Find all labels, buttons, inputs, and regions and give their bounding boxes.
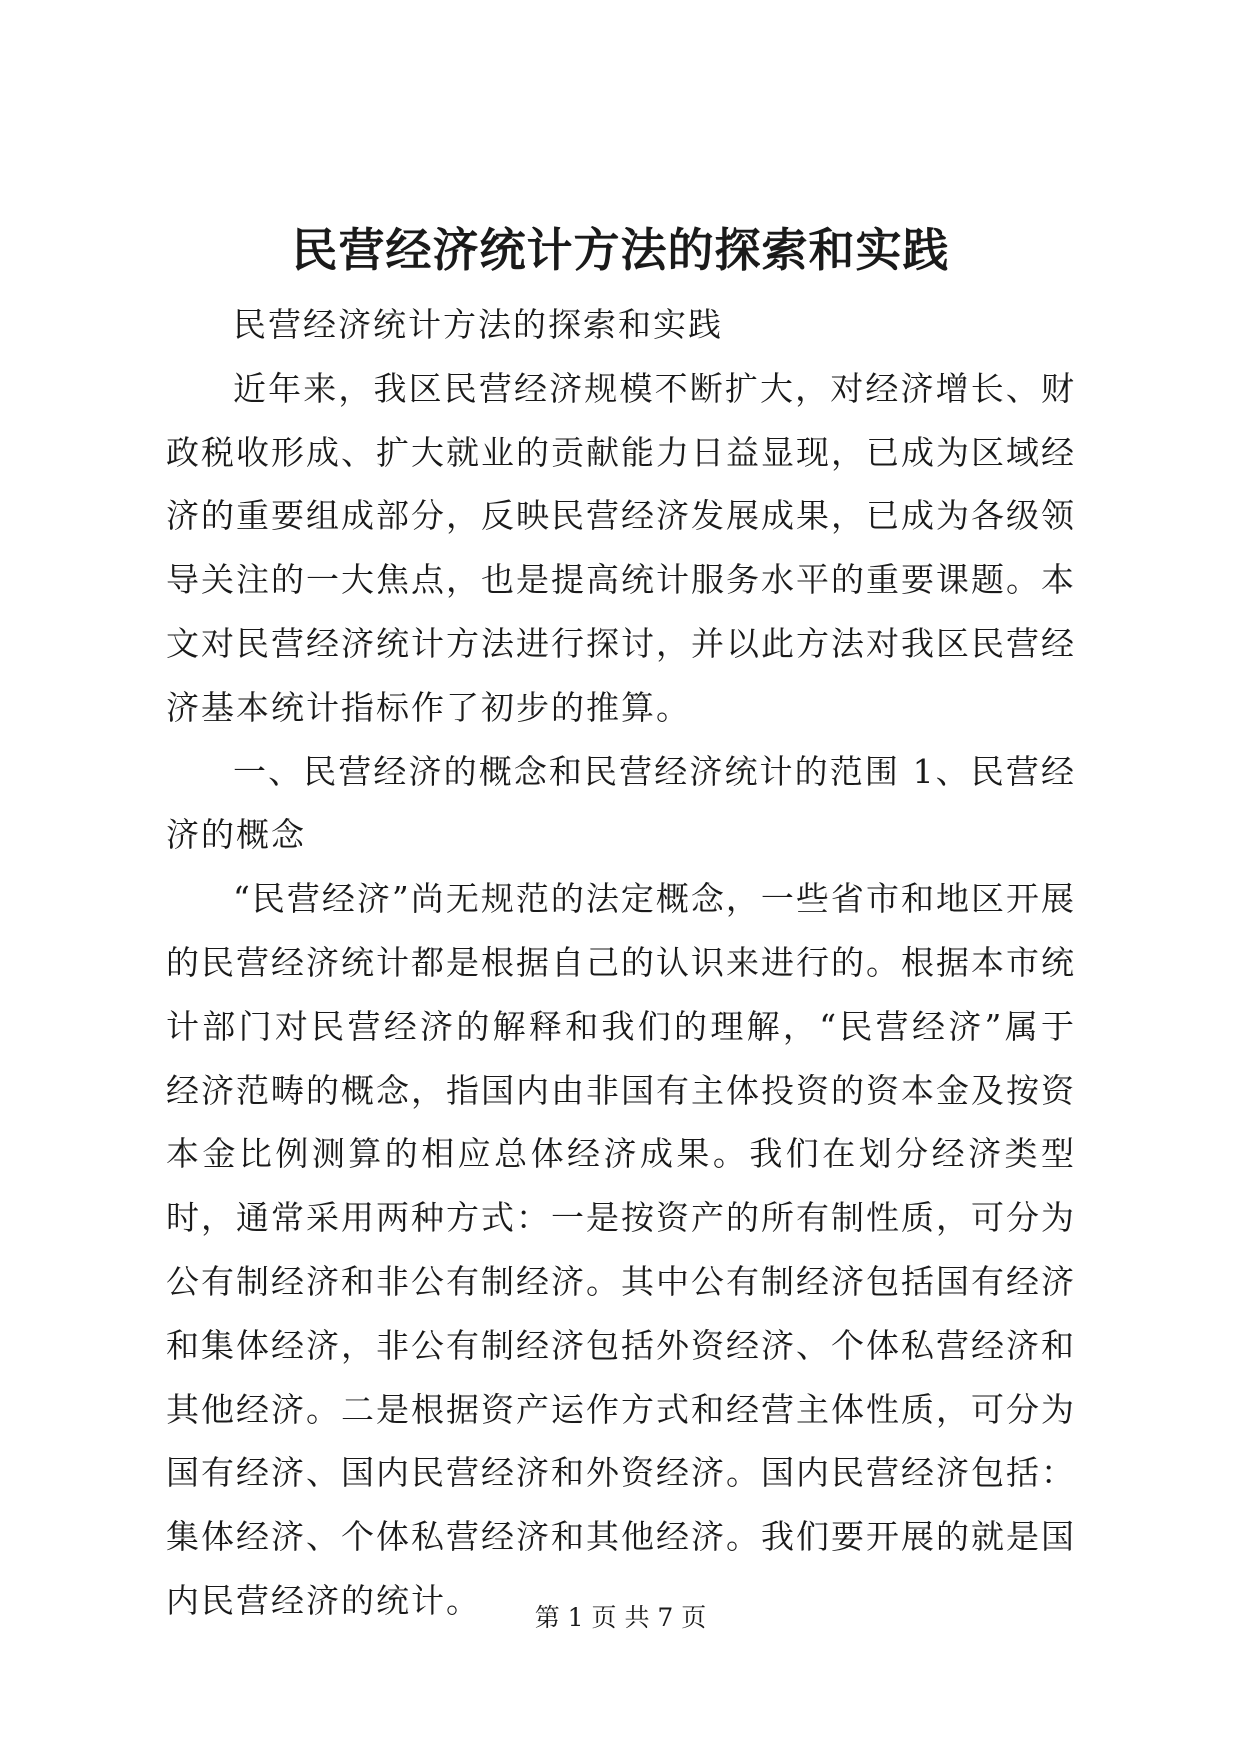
paragraph-intro: 近年来，我区民营经济规模不断扩大，对经济增长、财政税收形成、扩大就业的贡献能力日益显现，已成为区域经济的重要组成部分，反映民营经济发展成果，已成为各级领导关注的一大焦点，也是提高统计服务水平的重要课题。本文对民营经济统计方法进行探讨，并以此方法对我区民营经济基本统计指标作了初步的推算。	[166, 368, 1076, 727]
page-number: 第 1 页 共 7 页	[534, 1603, 707, 1632]
paragraph-section-heading: 一、民营经济的概念和民营经济统计的范围 1、民营经济的概念	[166, 751, 1076, 855]
paragraph-subtitle: 民营经济统计方法的探索和实践	[233, 305, 723, 344]
document-body	[166, 293, 1076, 1633]
document-title: 民营经济统计方法的探索和实践	[291, 223, 950, 277]
paragraph-concept: “民营经济”尚无规范的法定概念，一些省市和地区开展的民营经济统计都是根据自己的认识来进行的。根据本市统计部门对民营经济的解释和我们的理解，“民营经济”属于经济范畴的概念，指国内由非国有主体投资的资本金及按资本金比例测算的相应总体经济成果。我们在划分经济类型时，通常采用两种方式：一是按资产的所有制性质，可分为公有制经济和非公有制经济。其中公有制经济包括国有经济和集体经济，非公有制经济包括外资经济、个体私营经济和其他经济。二是根据资产运作方式和经营主体性质，可分为国有经济、国内民营经济和外资经济。国内民营经济包括：集体经济、个体私营经济和其他经济。我们要开展的就是国内民营经济的统计。	[166, 879, 1076, 1620]
